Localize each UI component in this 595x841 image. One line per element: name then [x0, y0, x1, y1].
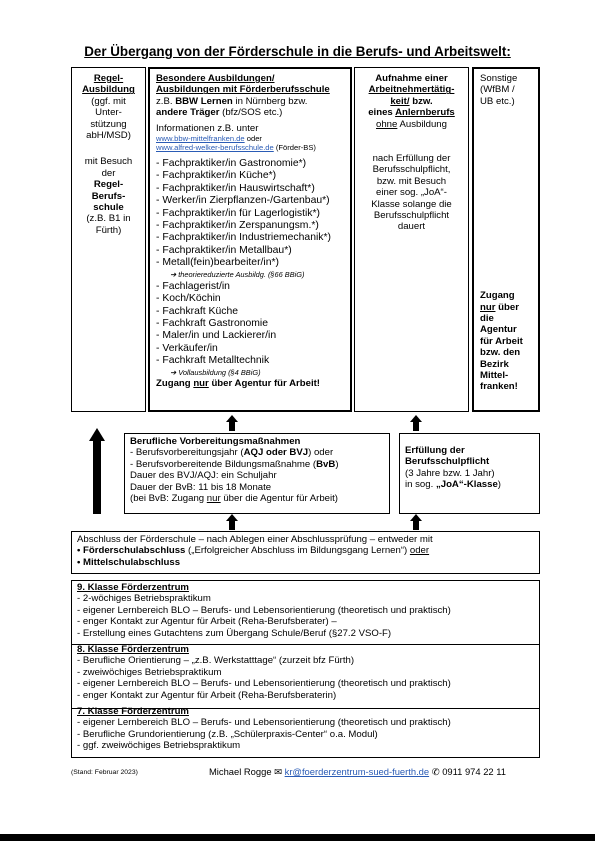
besondere-heading-2: Ausbildungen mit Förderberufsschule	[156, 84, 330, 96]
list-item: - Maler/in und Lackierer/in	[156, 330, 277, 342]
vorbereitung-l5: (bei BvB: Zugang nur über die Agentur für Arbeit)	[130, 493, 338, 505]
aufnahme-body: Berufsschulpflicht	[373, 210, 450, 222]
phone-icon: ✆	[431, 766, 440, 777]
klasse-9	[77, 582, 539, 639]
regel-mid-bold: Regel-	[93, 179, 124, 191]
sonstige-rest: franken!	[480, 381, 518, 393]
mail-icon: ✉	[274, 766, 283, 777]
regel-line: abH/MSD)	[86, 130, 131, 142]
sonstige-rest: Agentur	[480, 324, 517, 336]
list-item: - Fachpraktiker/in Gastronomie*)	[156, 158, 307, 170]
footer-stand: (Stand: Februar 2023)	[71, 769, 138, 776]
divider	[72, 708, 539, 709]
regel-mid: Fürth)	[95, 224, 122, 236]
erfuellung-l2: in sog. „JoA“-Klasse)	[405, 479, 501, 491]
vorbereitung-l1: - Berufsvorbereitungsjahr (AQJ oder BVJ) oder	[130, 447, 334, 459]
ausbildung-list-b	[156, 281, 350, 368]
regel-mid: der	[101, 167, 116, 179]
klasse-8	[77, 644, 539, 701]
regel-heading-2: Ausbildung	[82, 84, 135, 96]
aufnahme-body: bzw. mit Besuch	[376, 175, 447, 187]
list-item: - Fachpraktiker/in Industriemechanik*)	[156, 232, 331, 244]
abschluss-l1: Abschluss der Förderschule – nach Ablegen einer Abschlussprüfung – entweder mit	[77, 534, 433, 545]
footer-contact	[209, 766, 506, 778]
footer-name: Michael Rogge	[209, 766, 272, 777]
divider	[72, 644, 539, 645]
klasse-item: - 2-wöchiges Betriebspraktikum	[77, 593, 211, 605]
sonstige-l1: Sonstige	[480, 73, 518, 84]
arrow-up-icon	[226, 415, 238, 431]
sonstige-box	[472, 67, 540, 412]
sonstige-rest: Bezirk	[480, 358, 509, 370]
erfuellung-box	[399, 433, 540, 514]
list-item: - Fachlagerist/in	[156, 280, 230, 292]
vorbereitung-l2: - Berufsvorbereitende Bildungsmaßnahme (BvB)	[130, 458, 339, 470]
bbw-link[interactable]: www.bbw-mittelfranken.de	[156, 134, 245, 144]
note-vollausbildung: ➔ Vollausbildung (§4 BBiG)	[170, 367, 261, 377]
sonstige-rest: bzw. den	[480, 347, 521, 359]
regel-heading-1: Regel-	[93, 73, 124, 84]
vorbereitung-l3: Dauer des BVJ/AQJ: ein Schuljahr	[130, 470, 277, 482]
regel-line: Unter-	[95, 107, 122, 119]
bottom-band	[0, 834, 595, 841]
vorbereitung-box	[124, 433, 390, 514]
klasse-item: - enger Kontakt zur Agentur für Arbeit (Reha-Berufsberater) –	[77, 616, 337, 628]
klassen-box	[71, 580, 540, 758]
list-item: - Verkäufer/in	[156, 342, 218, 354]
klasse-item: - eigener Lernbereich BLO – Berufs- und Lebensorientierung (theoretisch und praktisch)	[77, 604, 451, 616]
klasse-7	[77, 706, 539, 752]
klasse-heading: 9. Klasse Förderzentrum	[77, 582, 189, 593]
klasse-item: - enger Kontakt zur Agentur für Arbeit (Reha-Berufsberaterin)	[77, 689, 337, 701]
regel-mid-bold: Berufs-	[91, 190, 126, 202]
klasse-heading: 7. Klasse Förderzentrum	[77, 706, 189, 718]
aufnahme-body: Berufsschulpflicht,	[372, 164, 451, 176]
sonstige-b2: nur über	[480, 301, 519, 313]
klasse-item: - zweiwöchiges Betriebspraktikum	[77, 666, 222, 678]
erfuellung-l1: (3 Jahre bzw. 1 Jahr)	[405, 467, 495, 479]
klasse-item: - eigener Lernbereich BLO – Berufs- und Lebensorientierung (theoretisch und praktisch)	[77, 717, 451, 729]
arrow-up-icon	[89, 428, 105, 514]
klasse-heading: 8. Klasse Förderzentrum	[77, 644, 189, 656]
list-item: - Fachkraft Gastronomie	[156, 317, 269, 329]
list-item: - Fachpraktiker/in Hauswirtschaft*)	[156, 182, 315, 194]
besondere-line2: andere Träger (bfz/SOS etc.)	[156, 107, 283, 119]
aufnahme-body: dauert	[397, 221, 426, 233]
klasse-item: - Berufliche Orientierung – „z.B. Werkstatttage“ (zurzeit bfz Fürth)	[77, 655, 355, 667]
klasse-item: - Erstellung eines Gutachtens zum Übergang Schule/Beruf (§27.2 VSO-F)	[77, 627, 392, 639]
sonstige-rest: für Arbeit	[480, 335, 523, 347]
vorbereitung-l4: Dauer der BvB: 11 bis 18 Monate	[130, 481, 272, 493]
regel-line: stützung	[90, 118, 127, 130]
klasse-item: - eigener Lernbereich BLO – Berufs- und Lebensorientierung (theoretisch und praktisch)	[77, 678, 451, 690]
besondere-line1: z.B. BBW Lernen in Nürnberg bzw.	[156, 95, 308, 107]
erfuellung-heading-1: Erfüllung der	[405, 445, 465, 456]
besondere-ausbildungen-box: Besondere Ausbildungen/ Ausbildungen mit Förderberufsschule z.B. BBW Lernen in Nürnberg bzw. andere Träger (bfz/SOS etc.) Informationen z.B. unter www.bbw-mittelfranken.de oder www.alfred-welker-berufsschule.de (Förder-BS) - Fachpraktiker/in Gastronomie*) - Fachpraktiker/in Küche*) - Fachpraktiker/in Hauswirtschaft*) - Werker/in Zierpflanzen-/Gartenbau*) - Fachpraktiker/in für Lagerlogistik*) - Fachpraktiker/in Zerspanungsm.*) - Fachpraktiker/in Industriemechanik*) - Fachpraktiker/in Metallbau*) - Metall(fein)bearbeiter/in*) ➔ theoriereduzierte Ausbildg. (§66 BBiG) - Fachlagerist/in - Koch/Köchin - Fachkraft Küche - Fachkraft Gastronomie - Maler/in und Lackierer/in - Verkäufer/in - Fachkraft Metalltechnik ➔ Vollausbildung (§4 BBiG) Zugang nur über Agentur für Arbeit!	[148, 67, 352, 412]
arrow-up-icon	[410, 514, 422, 530]
vorbereitung-heading: Berufliche Vorbereitungsmaßnahmen	[130, 436, 301, 447]
list-item: - Fachkraft Küche	[156, 305, 239, 317]
page-title: Der Übergang von der Förderschule in die Berufs- und Arbeitswelt:	[84, 44, 511, 59]
sonstige-rest: die	[480, 313, 494, 325]
erfuellung-heading-2: Berufsschulpflicht	[405, 456, 490, 468]
aufnahme-l3: keit/ bzw.	[390, 95, 433, 107]
note-theoriereduziert: ➔ theoriereduzierte Ausbildg. (§66 BBiG)	[170, 269, 305, 279]
aufnahme-body: einer sog. „JoA“-	[376, 187, 447, 199]
list-item: - Fachkraft Metalltechnik	[156, 355, 270, 367]
list-item: - Fachpraktiker/in Zerspanungsm.*)	[156, 220, 319, 232]
klasse-item: - ggf. zweiwöchiges Betriebspraktikum	[77, 740, 241, 752]
aufnahme-body: nach Erfüllung der	[372, 153, 451, 165]
aufnahme-l1: Aufnahme einer	[375, 73, 448, 84]
aufnahme-l4: eines Anlernberufs	[368, 107, 455, 119]
regel-ausbildung-box	[71, 67, 146, 412]
abschluss-l3: • Mittelschulabschluss	[77, 556, 181, 568]
aufnahme-l2: Arbeitnehmertätig-	[368, 84, 455, 96]
besondere-heading-1: Besondere Ausbildungen/	[156, 73, 275, 84]
list-item: - Metall(fein)bearbeiter/in*)	[156, 257, 280, 269]
list-item: - Werker/in Zierpflanzen-/Gartenbau*)	[156, 195, 330, 207]
list-item: - Fachpraktiker/in für Lagerlogistik*)	[156, 207, 321, 219]
ausbildung-list-a	[156, 158, 350, 270]
footer-phone: 0911 974 22 11	[442, 766, 506, 777]
zugang-agentur: Zugang nur über Agentur für Arbeit!	[156, 377, 320, 389]
list-item: - Fachpraktiker/in Metallbau*)	[156, 244, 292, 256]
arrow-up-icon	[410, 415, 422, 431]
footer-email[interactable]: kr@foerderzentrum-sued-fuerth.de	[284, 766, 430, 777]
sonstige-rest: Mittel-	[480, 370, 509, 382]
aufnahme-l5: ohne Ausbildung	[376, 118, 447, 130]
list-item: - Fachpraktiker/in Küche*)	[156, 170, 277, 182]
list-item: - Koch/Köchin	[156, 293, 221, 305]
regel-mid: mit Besuch	[84, 156, 133, 168]
regel-line: (ggf. mit	[91, 95, 126, 107]
sonstige-l3: UB etc.)	[480, 95, 515, 107]
regel-mid-bold: schule	[93, 202, 124, 214]
sonstige-b1: Zugang	[480, 290, 515, 302]
aufnahme-box	[354, 67, 469, 412]
alfred-welker-link[interactable]: www.alfred-welker-berufsschule.de	[156, 143, 274, 153]
aufnahme-body: Klasse solange die	[371, 198, 452, 210]
arrow-up-icon	[226, 514, 238, 530]
info-text: Informationen z.B. unter	[156, 122, 259, 134]
regel-mid: (z.B. B1 in	[86, 213, 131, 225]
sonstige-l2: (WfBM /	[480, 84, 515, 96]
abschluss-box	[71, 531, 540, 574]
klasse-item: - Berufliche Grundorientierung (z.B. „Schülerpraxis-Center“ o.a. Modul)	[77, 728, 378, 740]
abschluss-l2: • Förderschulabschluss („Erfolgreicher Abschluss im Bildungsgang Lernen“) oder	[77, 545, 430, 557]
